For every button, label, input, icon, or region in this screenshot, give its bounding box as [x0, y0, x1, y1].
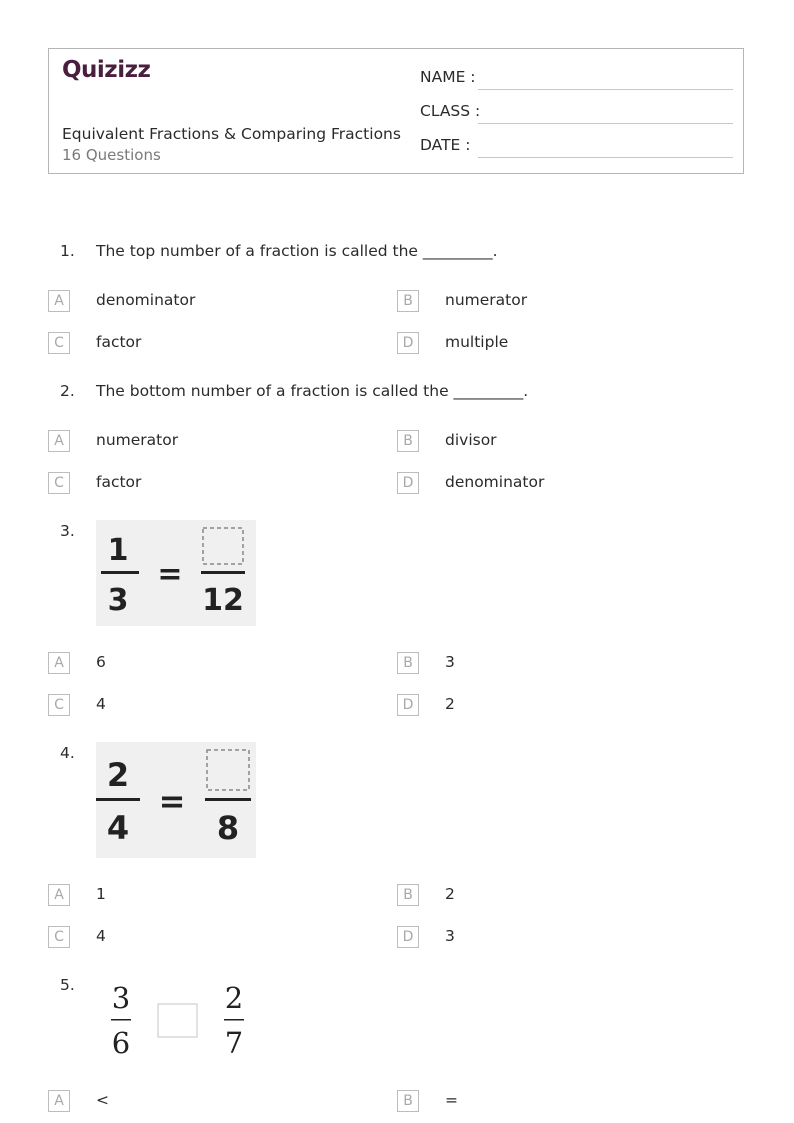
option-b-text: = — [445, 1091, 458, 1109]
option-c-box[interactable]: C — [48, 694, 70, 716]
numerator-2: 2 — [224, 981, 244, 1015]
question-count: 16 Questions — [62, 146, 161, 164]
option-d-box[interactable]: D — [397, 926, 419, 948]
fraction-image — [96, 520, 256, 626]
quizizz-logo: Quizizz — [62, 57, 151, 83]
option-a-text: < — [96, 1091, 109, 1109]
option-a-text: 6 — [96, 653, 106, 671]
class-line[interactable] — [478, 123, 733, 124]
option-b-box[interactable]: B — [397, 430, 419, 452]
option-d-box[interactable]: D — [397, 332, 419, 354]
blank-box — [207, 750, 249, 790]
fraction-bar — [111, 1019, 131, 1021]
question-number: 5. — [60, 976, 75, 994]
option-c-text: factor — [96, 473, 142, 491]
option-d-text: multiple — [445, 333, 509, 351]
denominator-1: 3 — [107, 583, 129, 618]
comparison-blank-box — [158, 1004, 197, 1037]
class-label: CLASS : — [420, 102, 481, 120]
option-c-text: factor — [96, 333, 142, 351]
question-number: 3. — [60, 522, 75, 540]
question-text: The bottom number of a fraction is called the _________. — [96, 382, 529, 400]
denominator-1: 6 — [111, 1026, 131, 1060]
option-a-text: numerator — [96, 431, 179, 449]
option-a-box[interactable]: A — [48, 652, 70, 674]
equals-sign: = — [158, 782, 186, 820]
option-a-box[interactable]: A — [48, 884, 70, 906]
fraction-bar — [205, 798, 251, 801]
option-d-text: 3 — [445, 927, 455, 945]
numerator-1: 3 — [111, 981, 131, 1015]
fraction-bar — [101, 571, 139, 574]
option-b-text: 2 — [445, 885, 455, 903]
option-d-box[interactable]: D — [397, 694, 419, 716]
name-label: NAME : — [420, 68, 476, 86]
option-d-box[interactable]: D — [397, 472, 419, 494]
denominator-2: 12 — [202, 583, 244, 618]
option-a-text: 1 — [96, 885, 106, 903]
worksheet-title: Equivalent Fractions & Comparing Fractions — [62, 125, 401, 143]
option-c-box[interactable]: C — [48, 472, 70, 494]
option-a-text: denominator — [96, 291, 196, 309]
option-d-text: denominator — [445, 473, 545, 491]
question-number: 1. — [60, 242, 75, 260]
name-line[interactable] — [478, 89, 733, 90]
date-label: DATE : — [420, 136, 471, 154]
option-c-text: 4 — [96, 927, 106, 945]
fraction-bar — [201, 571, 245, 574]
question-number: 4. — [60, 744, 75, 762]
question-text: The top number of a fraction is called the _________. — [96, 242, 498, 260]
option-b-box[interactable]: B — [397, 290, 419, 312]
option-a-box[interactable]: A — [48, 430, 70, 452]
blank-box — [203, 528, 243, 564]
fraction-comparison-image — [96, 976, 256, 1062]
option-a-box[interactable]: A — [48, 290, 70, 312]
numerator-1: 2 — [106, 756, 130, 794]
option-b-box[interactable]: B — [397, 1090, 419, 1112]
worksheet-header — [48, 48, 744, 174]
numerator-1: 1 — [107, 533, 129, 568]
option-b-text: 3 — [445, 653, 455, 671]
option-b-box[interactable]: B — [397, 652, 419, 674]
option-c-text: 4 — [96, 695, 106, 713]
option-d-text: 2 — [445, 695, 455, 713]
fraction-bar — [224, 1019, 244, 1021]
fraction-image — [96, 742, 256, 858]
option-b-text: divisor — [445, 431, 497, 449]
option-a-box[interactable]: A — [48, 1090, 70, 1112]
option-c-box[interactable]: C — [48, 926, 70, 948]
question-number: 2. — [60, 382, 75, 400]
date-line[interactable] — [478, 157, 733, 158]
option-b-box[interactable]: B — [397, 884, 419, 906]
denominator-2: 8 — [216, 809, 240, 847]
equals-sign: = — [157, 557, 183, 592]
denominator-1: 4 — [106, 809, 130, 847]
fraction-bar — [96, 798, 140, 801]
denominator-2: 7 — [224, 1026, 244, 1060]
option-b-text: numerator — [445, 291, 528, 309]
option-c-box[interactable]: C — [48, 332, 70, 354]
